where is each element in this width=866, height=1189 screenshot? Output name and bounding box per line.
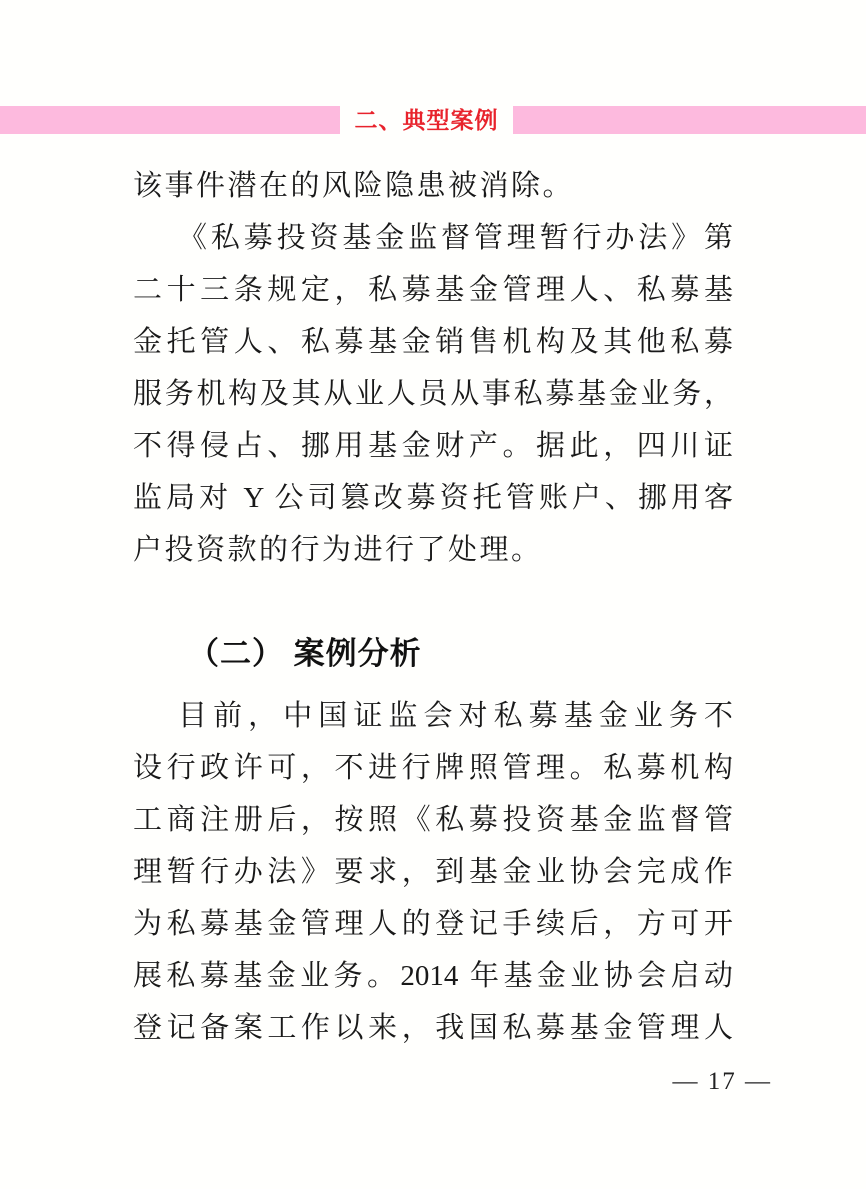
text-line: 设行政许可，不进行牌照管理。私募机构 <box>133 752 733 784</box>
running-head-title: 二、典型案例 <box>354 107 499 133</box>
text-line: 目前，中国证监会对私募基金业务不 <box>178 700 733 732</box>
page-body <box>133 160 733 1054</box>
paragraph-law-citation <box>133 212 733 576</box>
header-band-right <box>513 106 866 134</box>
section-heading: （二） 案例分析 <box>188 636 422 671</box>
header-band-left <box>0 106 340 134</box>
page-number: — 17 — <box>672 1068 772 1095</box>
paragraph-case-analysis <box>133 690 733 1054</box>
text-line: 服务机构及其从业人员从事私募基金业务， <box>133 378 733 410</box>
text-line: 展私募基金业务。2014 年基金业协会启动 <box>133 960 733 992</box>
paragraph-continuation <box>133 160 733 212</box>
text-line: 理暂行办法》要求，到基金业协会完成作 <box>133 856 733 888</box>
text-line: 为私募基金管理人的登记手续后，方可开 <box>133 908 733 940</box>
text-line: 登记备案工作以来，我国私募基金管理人 <box>133 1012 733 1044</box>
text-line: 《私募投资基金监督管理暂行办法》第 <box>178 222 733 254</box>
text-line: 二十三条规定，私募基金管理人、私募基 <box>133 274 733 306</box>
text-line: 工商注册后，按照《私募投资基金监督管 <box>133 804 733 836</box>
text-line: 监局对 Y 公司篡改募资托管账户、挪用客 <box>133 482 733 514</box>
text-line: 户投资款的行为进行了处理。 <box>133 534 543 566</box>
text-line: 金托管人、私募基金销售机构及其他私募 <box>133 326 733 358</box>
text-line: 该事件潜在的风险隐患被消除。 <box>133 170 575 202</box>
text-line: 不得侵占、挪用基金财产。据此，四川证 <box>133 430 733 462</box>
